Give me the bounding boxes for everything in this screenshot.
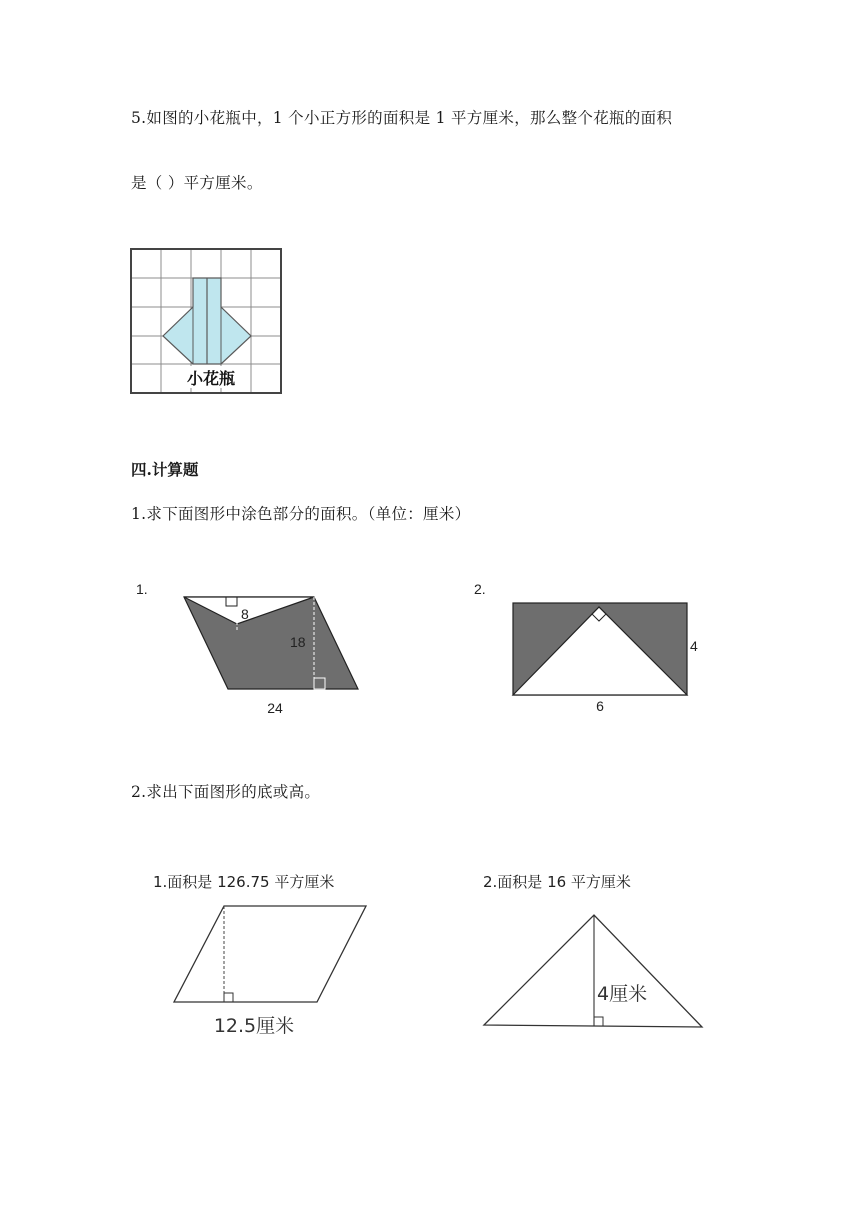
label-18: 18 <box>290 634 306 650</box>
q5-line1: 5.如图的小花瓶中，1 个小正方形的面积是 1 平方厘米，那么整个花瓶的面积 <box>131 109 673 127</box>
label-24: 24 <box>267 700 283 716</box>
height-label: 4厘米 <box>597 983 648 1005</box>
base-label: 12.5厘米 <box>213 1015 295 1037</box>
section-title: 四.计算题 <box>131 460 199 479</box>
calc1-question: 1.求下面图形中涂色部分的面积。（单位：厘米） <box>131 505 471 523</box>
triangle <box>484 915 702 1027</box>
q5-line2: 是（ ）平方厘米。 <box>131 174 263 192</box>
calc2-question: 2.求出下面图形的底或高。 <box>131 783 321 801</box>
label-8: 8 <box>241 606 249 622</box>
label-4: 4 <box>690 638 698 654</box>
vase-grid-figure <box>130 248 282 394</box>
calc2-fig2-caption: 2.面积是 16 平方厘米 <box>483 873 631 891</box>
calc1-figure2 <box>470 575 710 725</box>
calc1-fig1-number: 1. <box>136 581 148 597</box>
calc1-figure1 <box>130 575 370 725</box>
calc2-figure1 <box>145 868 385 1048</box>
vase-label: 小花瓶 <box>186 369 236 388</box>
calc1-fig2-number: 2. <box>474 581 486 597</box>
parallelogram <box>174 906 366 1002</box>
label-6: 6 <box>596 698 604 714</box>
calc2-fig1-caption: 1.面积是 126.75 平方厘米 <box>153 873 335 891</box>
calc2-figure2 <box>475 868 715 1048</box>
